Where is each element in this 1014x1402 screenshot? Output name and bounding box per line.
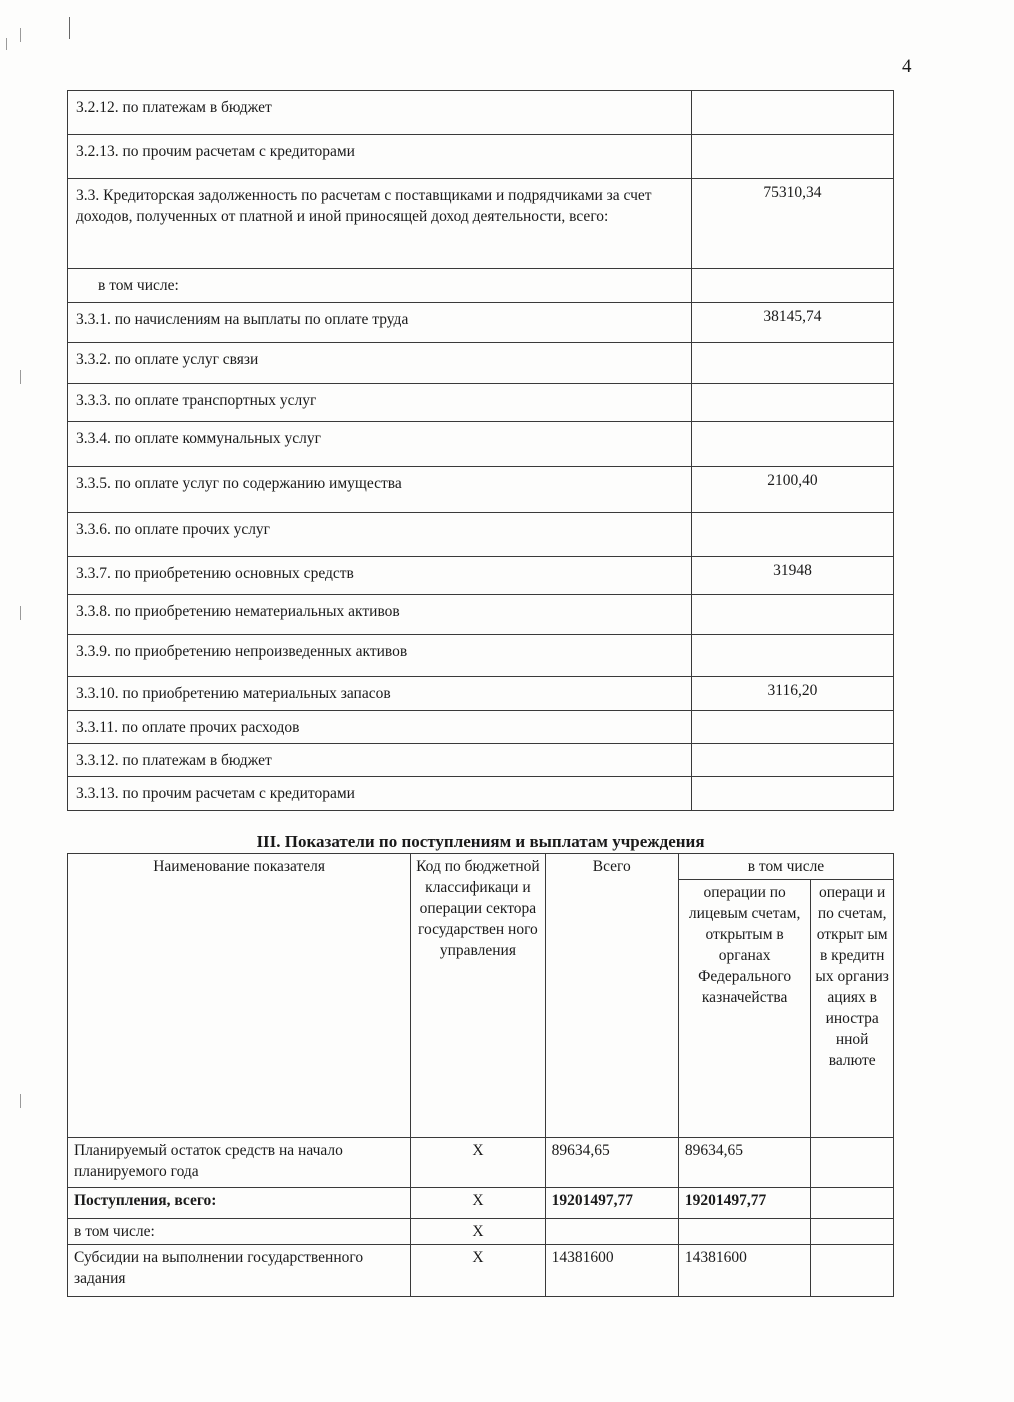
row-value <box>691 635 893 677</box>
row-total <box>545 1219 678 1245</box>
row-treasury: 14381600 <box>678 1245 810 1297</box>
receipts-payments-table <box>67 853 894 1297</box>
row-value: 2100,40 <box>691 467 893 513</box>
row-label: 3.3.11. по оплате прочих расходов <box>68 711 692 744</box>
table-row <box>68 91 894 135</box>
table-row <box>68 677 894 711</box>
scan-artifact <box>20 370 21 384</box>
row-value <box>691 595 893 635</box>
row-value: 3116,20 <box>691 677 893 711</box>
table-row <box>68 635 894 677</box>
row-value <box>691 744 893 777</box>
table-row <box>68 557 894 595</box>
row-label: 3.3. Кредиторская задолженность по расчетам с поставщиками и подрядчиками за счет доходов, полученных от платной и иной приносящей доход деятельности, всего: <box>68 179 692 269</box>
row-value <box>691 269 893 303</box>
scan-artifact <box>69 17 70 39</box>
table-row <box>68 1219 894 1245</box>
header-credit: операци и по счетам, открыт ым в кредитн ых организ ациях в иностра нной валюте <box>811 880 894 1138</box>
row-credit <box>811 1188 894 1219</box>
row-value <box>691 343 893 384</box>
header-name: Наименование показателя <box>68 854 411 1138</box>
table-row <box>68 467 894 513</box>
creditor-debt-table <box>67 90 894 811</box>
row-value <box>691 135 893 179</box>
header-row <box>68 854 894 880</box>
table-row <box>68 303 894 343</box>
row-label: 3.2.12. по платежам в бюджет <box>68 91 692 135</box>
row-value <box>691 422 893 467</box>
row-treasury: 19201497,77 <box>678 1188 810 1219</box>
table-row <box>68 135 894 179</box>
table-row <box>68 384 894 422</box>
row-credit <box>811 1245 894 1297</box>
header-total: Всего <box>545 854 678 1138</box>
row-label: в том числе: <box>68 269 692 303</box>
row-value <box>691 91 893 135</box>
table-row <box>68 777 894 811</box>
header-code: Код по бюджетной классификаци и операции сектора государствен ного управления <box>411 854 545 1138</box>
row-treasury: 89634,65 <box>678 1138 810 1188</box>
row-value <box>691 384 893 422</box>
row-label: 3.3.12. по платежам в бюджет <box>68 744 692 777</box>
table-row <box>68 343 894 384</box>
row-value <box>691 777 893 811</box>
scan-artifact <box>20 1094 21 1108</box>
section-title: III. Показатели по поступлениям и выплатам учреждения <box>256 832 705 851</box>
row-name: Субсидии на выполнении государственного задания <box>68 1245 411 1297</box>
table-row <box>68 1138 894 1188</box>
row-treasury <box>678 1219 810 1245</box>
row-total: 14381600 <box>545 1245 678 1297</box>
scan-artifact <box>20 28 21 42</box>
header-including: в том числе <box>678 854 893 880</box>
row-label: 3.3.4. по оплате коммунальных услуг <box>68 422 692 467</box>
row-value: 31948 <box>691 557 893 595</box>
table-row <box>68 1245 894 1297</box>
row-credit <box>811 1219 894 1245</box>
row-label: 3.3.1. по начислениям на выплаты по оплате труда <box>68 303 692 343</box>
row-label: 3.3.2. по оплате услуг связи <box>68 343 692 384</box>
table-row <box>68 513 894 557</box>
row-value <box>691 711 893 744</box>
row-name: Поступления, всего: <box>68 1188 411 1219</box>
scan-artifact <box>20 606 21 620</box>
row-total: 19201497,77 <box>545 1188 678 1219</box>
page-number: 4 <box>902 56 912 77</box>
table-row <box>68 269 894 303</box>
row-value: 38145,74 <box>691 303 893 343</box>
table-row <box>68 595 894 635</box>
scan-artifact <box>6 38 7 50</box>
row-name: Планируемый остаток средств на начало планируемого года <box>68 1138 411 1188</box>
row-label: 3.3.6. по оплате прочих услуг <box>68 513 692 557</box>
row-code: X <box>411 1188 545 1219</box>
table-row <box>68 744 894 777</box>
row-label: 3.2.13. по прочим расчетам с кредиторами <box>68 135 692 179</box>
row-value <box>691 513 893 557</box>
row-label: 3.3.7. по приобретению основных средств <box>68 557 692 595</box>
row-total: 89634,65 <box>545 1138 678 1188</box>
row-label: 3.3.9. по приобретению непроизведенных активов <box>68 635 692 677</box>
row-value: 75310,34 <box>691 179 893 269</box>
row-label: 3.3.13. по прочим расчетам с кредиторами <box>68 777 692 811</box>
table-row <box>68 711 894 744</box>
row-code: X <box>411 1219 545 1245</box>
row-label: 3.3.10. по приобретению материальных запасов <box>68 677 692 711</box>
row-credit <box>811 1138 894 1188</box>
row-code: X <box>411 1245 545 1297</box>
header-treasury: операции по лицевым счетам, открытым в органах Федерального казначейства <box>678 880 810 1138</box>
row-label: 3.3.5. по оплате услуг по содержанию имущества <box>68 467 692 513</box>
table-row <box>68 1188 894 1219</box>
row-label: 3.3.3. по оплате транспортных услуг <box>68 384 692 422</box>
row-code: X <box>411 1138 545 1188</box>
table-row <box>68 422 894 467</box>
row-label: 3.3.8. по приобретению нематериальных активов <box>68 595 692 635</box>
row-name: в том числе: <box>68 1219 411 1245</box>
table-row <box>68 179 894 269</box>
